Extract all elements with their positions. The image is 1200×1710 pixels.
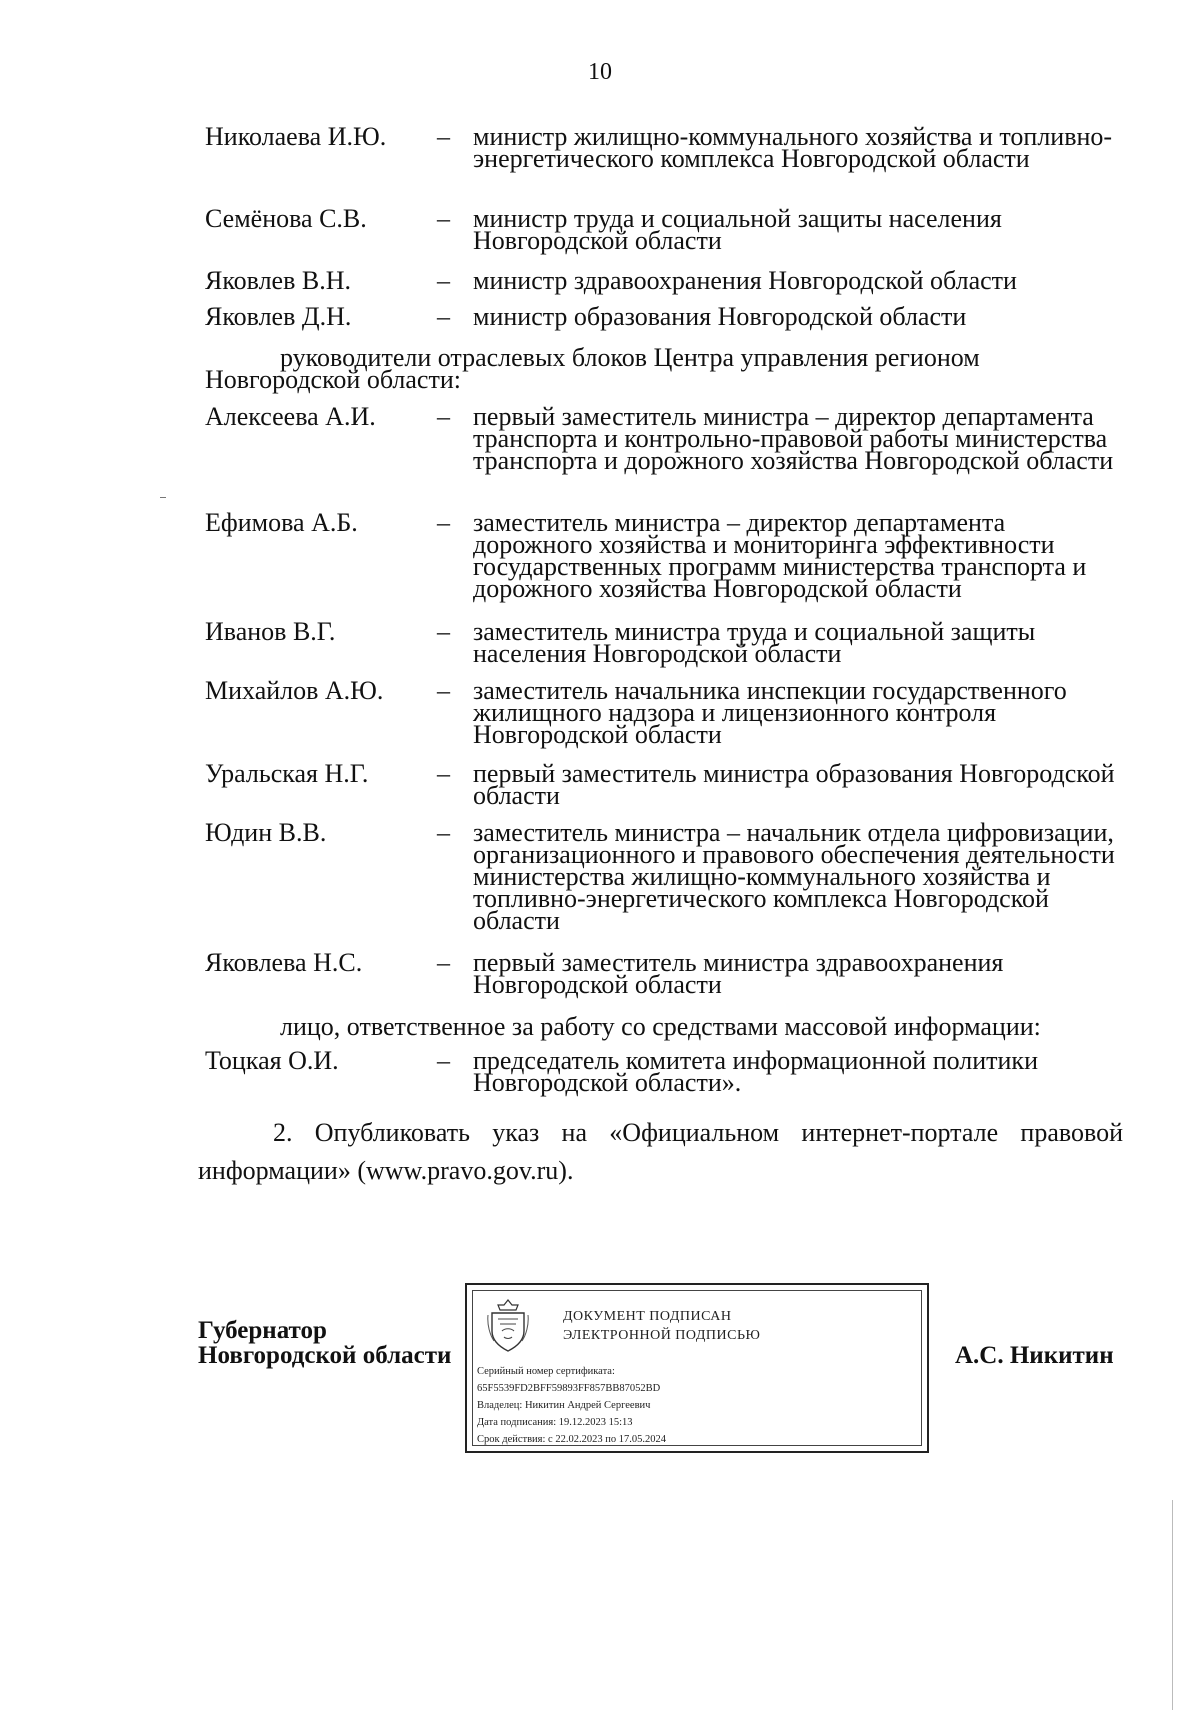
member-position: министр здравоохранения Новгородской области [473, 266, 1017, 295]
member-row [205, 759, 1125, 810]
stamp-serial-label: Серийный номер сертификата: [477, 1366, 615, 1377]
scan-artifact [1172, 1500, 1173, 1710]
member-position: заместитель начальника инспекции государственного жилищного надзора и лицензионного контроля Новгородской области [473, 676, 1067, 749]
stamp-heading-line2: ЭЛЕКТРОННОЙ ПОДПИСЬЮ [563, 1328, 761, 1343]
member-position: председатель комитета информационной политики Новгородской области». [473, 1046, 1038, 1097]
member-position: первый заместитель министра – директор департамента транспорта и контрольно-правовой работы министерства транспорта и дорожного хозяйства Новгородской области [473, 402, 1114, 475]
member-name: Яковлев Д.Н. [205, 302, 352, 331]
publish-paragraph: 2. Опубликовать указ на «Официальном интернет-портале правовой информации» (www.pravo.gov.ru). [198, 1118, 1123, 1185]
section-heading-media-contact: лицо, ответственное за работу со средствами массовой информации: [280, 1012, 1041, 1041]
member-name: Михайлов А.Ю. [205, 676, 384, 705]
member-dash: – [437, 204, 450, 233]
stamp-heading-line1: ДОКУМЕНТ ПОДПИСАН [563, 1309, 732, 1324]
member-name: Уральская Н.Г. [205, 759, 369, 788]
member-name: Яковлева Н.С. [205, 948, 363, 977]
member-dash: – [437, 508, 450, 537]
stamp-details [477, 1363, 666, 1448]
stamp-heading [563, 1307, 760, 1345]
member-position: первый заместитель министра образования Новгородской области [473, 759, 1115, 810]
member-position: заместитель министра – начальник отдела цифровизации, организационного и правового обеспечения деятельности министерства жилищно-коммунального хозяйства и топливно-энергетического комплекса Новгородской области [473, 818, 1115, 935]
member-position: министр труда и социальной защиты населения Новгородской области [473, 204, 1002, 255]
member-dash: – [437, 759, 450, 788]
stamp-owner: Владелец: Никитин Андрей Сергеевич [477, 1400, 651, 1411]
member-row [205, 204, 1125, 255]
member-dash: – [437, 302, 450, 331]
member-dash: – [437, 266, 450, 295]
signer-title-line1: Губернатор [198, 1317, 327, 1344]
stamp-serial-number: 65F5539FD2BFF59893FF857BB87052BD [477, 1383, 661, 1394]
member-position: министр образования Новгородской области [473, 302, 967, 331]
member-position: заместитель министра труда и социальной защиты населения Новгородской области [473, 617, 1036, 668]
signer-title [198, 1318, 451, 1368]
member-name: Николаева И.Ю. [205, 122, 387, 151]
member-name: Тоцкая О.И. [205, 1046, 339, 1075]
member-name: Иванов В.Г. [205, 617, 336, 646]
member-dash: – [437, 402, 450, 431]
member-dash: – [437, 617, 450, 646]
member-row [205, 948, 1125, 999]
page-number: 10 [588, 59, 612, 85]
member-row [205, 266, 1125, 295]
stamp-frame [472, 1290, 922, 1446]
member-dash: – [437, 122, 450, 151]
member-row [205, 1046, 1125, 1097]
member-dash: – [437, 1046, 450, 1075]
novgorod-coat-of-arms-icon [486, 1297, 530, 1353]
member-name: Алексеева А.И. [205, 402, 376, 431]
member-row [205, 676, 1125, 749]
member-dash: – [437, 676, 450, 705]
member-name: Юдин В.В. [205, 818, 327, 847]
member-dash: – [437, 818, 450, 847]
stamp-signing-date: Дата подписания: 19.12.2023 15:13 [477, 1417, 633, 1428]
member-row [205, 302, 1125, 331]
electronic-signature-stamp [465, 1283, 929, 1453]
member-row [205, 508, 1125, 603]
member-position: министр жилищно-коммунального хозяйства и топливно-энергетического комплекса Новгородской области [473, 122, 1113, 173]
signer-title-line2: Новгородской области [198, 1342, 452, 1369]
member-row [205, 617, 1125, 668]
scan-artifact [160, 497, 166, 498]
section-heading-branch-heads: руководители отраслевых блоков Центра управления регионом Новгородской области: [205, 343, 980, 394]
member-name: Семёнова С.В. [205, 204, 367, 233]
signer-name: А.С. Никитин [955, 1342, 1114, 1369]
member-name: Ефимова А.Б. [205, 508, 358, 537]
member-name: Яковлев В.Н. [205, 266, 351, 295]
member-position: первый заместитель министра здравоохранения Новгородской области [473, 948, 1004, 999]
member-row [205, 402, 1125, 475]
member-row [205, 122, 1125, 173]
member-position: заместитель министра – директор департамента дорожного хозяйства и мониторинга эффективности государственных программ министерства транспорта и дорожного хозяйства Новгородской области [473, 508, 1087, 603]
member-row [205, 818, 1125, 935]
stamp-validity: Срок действия: с 22.02.2023 по 17.05.2024 [477, 1434, 666, 1445]
member-dash: – [437, 948, 450, 977]
